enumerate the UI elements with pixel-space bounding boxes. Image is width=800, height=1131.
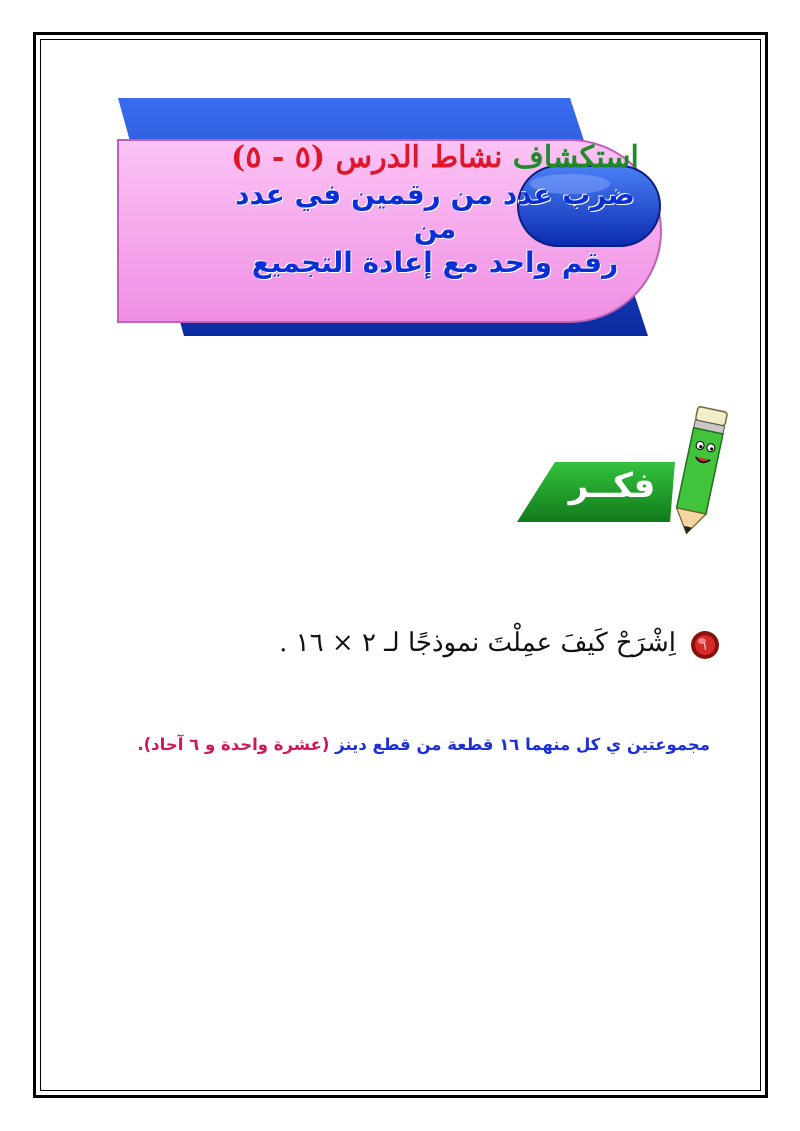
banner-subtitle-line-2: رقم واحد مع إعادة التجميع: [251, 246, 619, 279]
answer-main: مجموعتين ي كل منهما ١٦ قطعة من قطع دينز: [335, 735, 710, 754]
banner-subtitle-line-1: ضرب عدد من رقمين في عدد من: [235, 178, 635, 245]
banner-title: [210, 138, 660, 178]
svg-text:١: ١: [701, 639, 709, 653]
question-row: [270, 624, 720, 668]
answer-text: [60, 735, 710, 754]
lesson-title-banner: [100, 96, 670, 341]
title-explore: استكشاف: [512, 140, 639, 175]
question-text: اِشْرَحْ كَيفَ عمِلْتَ نموذجًا لـ ٢ × ١٦ .: [279, 628, 676, 658]
think-label: فكــر: [568, 466, 656, 506]
answer-detail: (عشرة واحدة و ٦ آحاد).: [137, 735, 336, 754]
banner-text-block: [210, 138, 660, 280]
red-circle-bullet-icon: [690, 630, 720, 660]
title-lesson-number: نشاط الدرس (٥ - ٥): [231, 140, 503, 175]
think-badge: [515, 400, 730, 540]
pencil-character-icon: [672, 406, 728, 536]
